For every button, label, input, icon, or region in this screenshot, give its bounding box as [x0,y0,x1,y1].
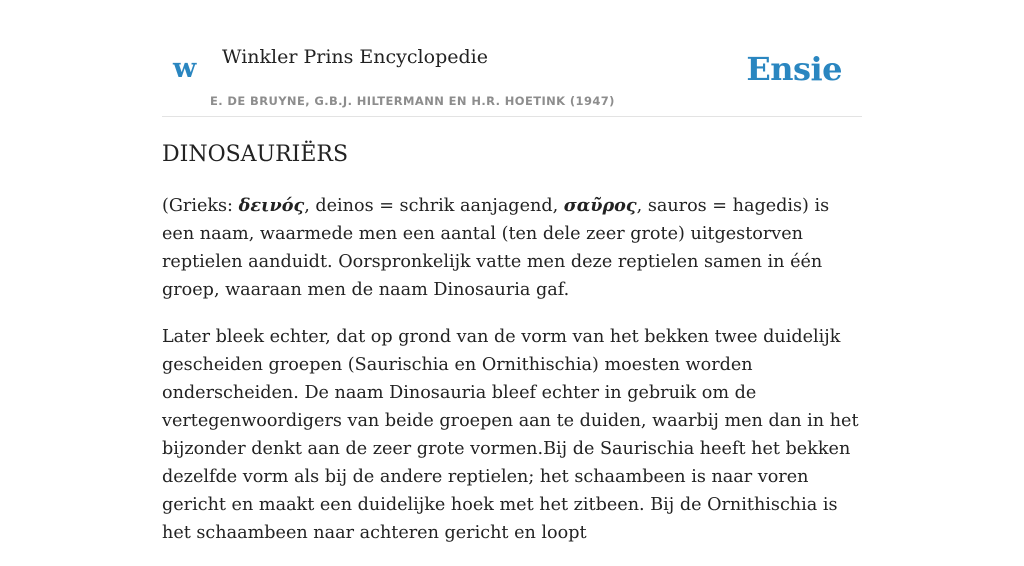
greek-word-deinos: δεινός [238,195,305,216]
article-headword: DINOSAURIËRS [162,142,349,167]
ensie-logo-link[interactable]: Ensie [746,50,842,88]
book-header [162,30,862,117]
paragraph-text: , sauros = hagedis) is een naam, waarmede men een aantal (ten dele zeer grote) uitgestorven reptielen aanduidt. Oorspronkelijk vatte men deze reptielen samen in één groep, waaraan men de naam Dinosauria gaf. [162,196,830,300]
article-paragraph-2: Later bleek echter, dat op grond van de vorm van het bekken twee duidelijk gescheiden groepen (Saurischia en Ornithischia) moesten worden onderscheiden. De naam Dinosauria bleef echter in gebruik om de vertegenwoordigers van beide groepen aan te duiden, waarbij men dan in het bijzonder denkt aan de zeer grote vormen.Bij de Saurischia heeft het bekken dezelfde vorm als bij de andere reptielen; het schaambeen is naar voren gericht en maakt een duidelijke hoek met het zitbeen. Bij de Ornithischia is het schaambeen naar achteren gericht en loopt [162,327,859,543]
winkler-prins-logo[interactable]: w [173,53,197,84]
greek-word-sauros: σαῦρος [563,195,637,216]
article [162,138,862,566]
paragraph-text: , deinos = schrik aanjagend, [304,196,564,216]
article-paragraph-1 [162,192,862,304]
paragraph-text: (Grieks: [162,196,239,216]
book-authors: E. DE BRUYNE, G.B.J. HILTERMANN EN H.R. HOETINK (1947) [210,94,615,108]
book-title: Winkler Prins Encyclopedie [222,46,488,68]
